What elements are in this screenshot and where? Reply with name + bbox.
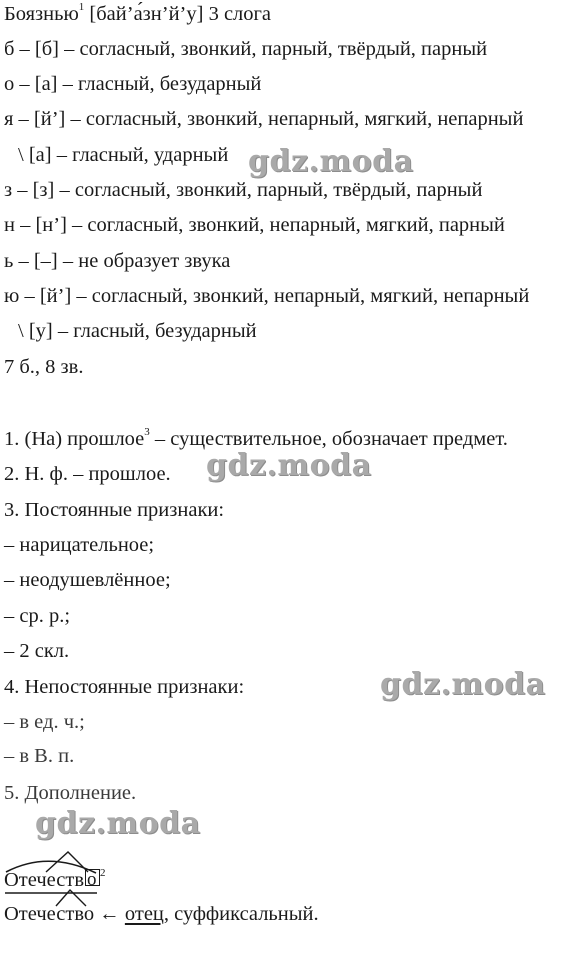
- morph-line-8: 4. Непостоянные признаки:: [4, 676, 245, 698]
- morph-line-5: – неодушевлённое;: [4, 569, 171, 591]
- morph-line-7: – 2 скл.: [4, 640, 70, 662]
- phonetic-line-4: \ [а] – гласный, ударный: [18, 144, 229, 166]
- watermark-1: gdz.moda: [248, 144, 414, 179]
- watermark-2: gdz.moda: [206, 448, 372, 483]
- phonetic-line-7: ь – [–] – не образует звука: [4, 250, 231, 272]
- morph-line-4: – нарицательное;: [4, 534, 155, 556]
- phonetic-line-5: з – [з] – согласный, звонкий, парный, твёрдый, парный: [4, 179, 483, 201]
- derivation-method: , суффиксальный.: [163, 903, 319, 925]
- phonetic-line-6: н – [н’] – согласный, звонкий, непарный, мягкий, парный: [4, 214, 505, 236]
- ending-letter: о: [87, 869, 97, 890]
- morph-line-10: – в В. п.: [4, 745, 75, 767]
- phonetic-line-2: о – [а] – гласный, безударный: [4, 73, 262, 95]
- phonetic-word-sup: 1: [78, 1, 85, 14]
- phonetic-line-3: я – [й’] – согласный, звонкий, непарный, мягкий, непарный: [4, 108, 524, 130]
- base-word: отец: [124, 903, 164, 925]
- morph-line-1-prefix: 1. (На) прошлое: [4, 428, 145, 450]
- morph-line-1-suffix: – существительное, обозначает предмет.: [149, 428, 508, 450]
- phonetic-line-8: ю – [й’] – согласный, звонкий, непарный, мягкий, непарный: [4, 285, 530, 307]
- morph-line-6: – ср. р.;: [4, 605, 71, 627]
- phonetic-summary: 7 б., 8 зв.: [4, 356, 84, 378]
- composition-sup: 2: [100, 867, 106, 880]
- morph-line-1-sup: 3: [144, 426, 150, 439]
- phonetic-transcription: [бай’а́зн’й’у] 3 слога: [84, 3, 272, 25]
- morph-line-3: 3. Постоянные признаки:: [4, 499, 225, 521]
- derivation-word: Отечество: [4, 903, 95, 925]
- phonetic-line-9: \ [у] – гласный, безударный: [18, 320, 257, 342]
- derivation-line: [4, 902, 319, 926]
- watermark-3: gdz.moda: [380, 667, 546, 702]
- composition-stem: Отечеств: [4, 869, 85, 891]
- phonetic-word: Боязнью: [4, 3, 79, 25]
- watermark-4: gdz.moda: [35, 806, 201, 841]
- phonetic-line-1: б – [б] – согласный, звонкий, парный, твёрдый, парный: [4, 38, 488, 60]
- morph-line-2: 2. Н. ф. – прошлое.: [4, 463, 171, 485]
- morph-line-9: – в ед. ч.;: [4, 711, 85, 733]
- derivation-arrow: ←: [94, 903, 125, 925]
- morph-line-11: 5. Дополнение.: [4, 782, 137, 804]
